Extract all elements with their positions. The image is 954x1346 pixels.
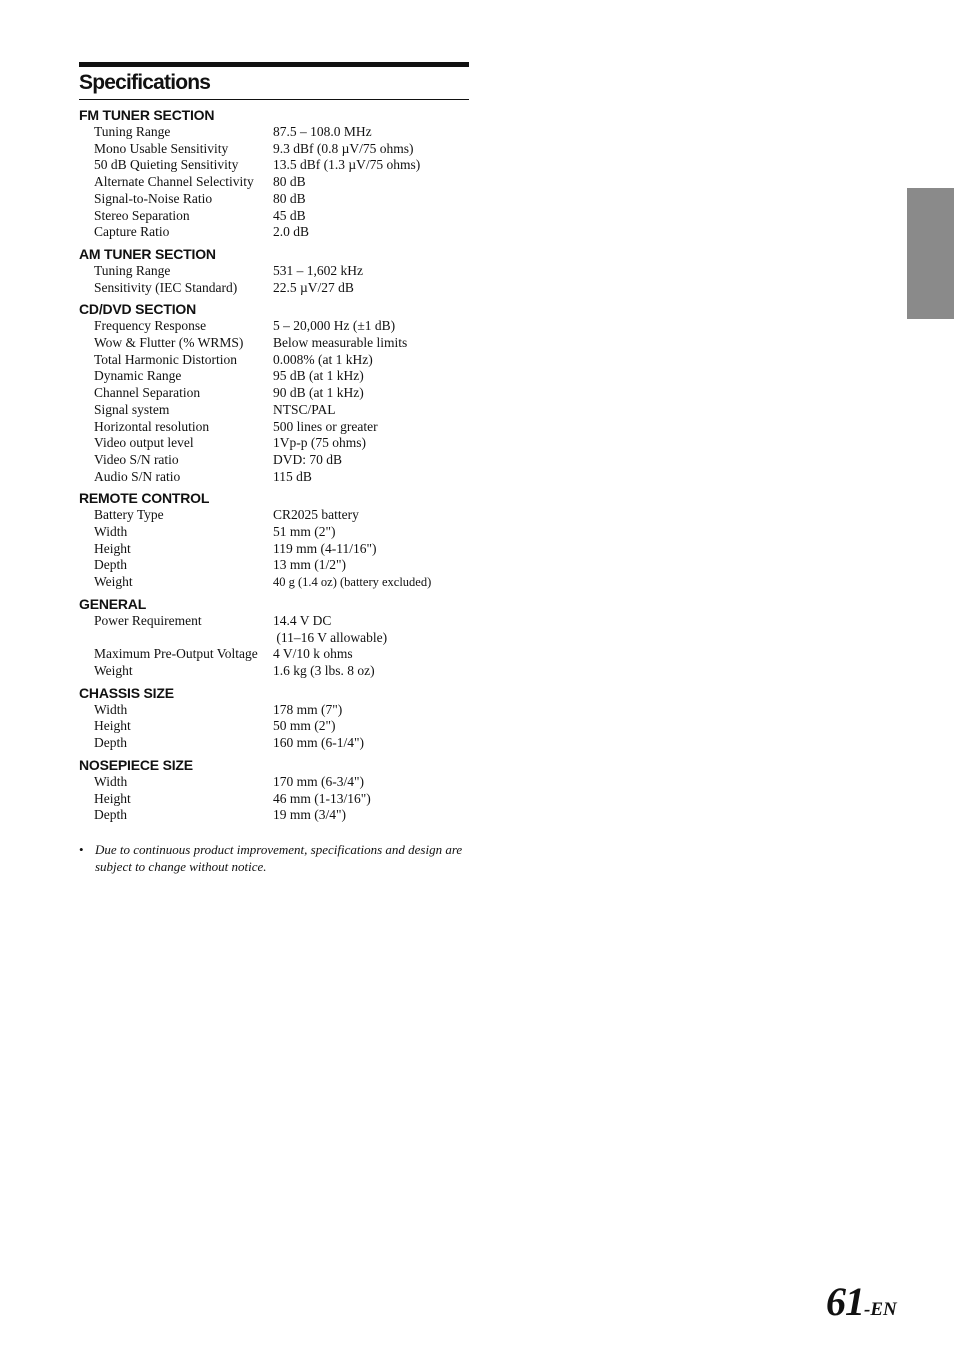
spec-label: Tuning Range (94, 124, 171, 139)
spec-value: (11–16 V allowable) (273, 629, 388, 645)
spec-label: Power Requirement (94, 612, 202, 628)
spec-row (79, 419, 469, 436)
spec-value: 1Vp-p (75 ohms) (273, 435, 366, 451)
spec-section (79, 595, 469, 680)
spec-value: 5 – 20,000 Hz (±1 dB) (273, 318, 396, 334)
section-title: CHASSIS SIZE (79, 684, 174, 701)
spec-value: 19 mm (3/4") (273, 807, 347, 823)
spec-row (79, 646, 469, 663)
spec-row (79, 157, 469, 174)
spec-value: 531 – 1,602 kHz (273, 262, 363, 278)
spec-label: Width (94, 701, 128, 717)
spec-section (79, 756, 469, 824)
section-title: REMOTE CONTROL (79, 490, 210, 507)
spec-row (79, 791, 469, 808)
section-title: GENERAL (79, 595, 147, 612)
spec-label: Height (94, 540, 131, 556)
spec-row (79, 435, 469, 452)
spec-row (79, 735, 469, 752)
spec-value: 50 mm (2") (273, 718, 336, 734)
spec-value: 95 dB (at 1 kHz) (273, 368, 364, 384)
spec-row (79, 574, 469, 591)
footnote-text: Due to continuous product improvement, specifications and design are subject to change without notice. (95, 841, 463, 875)
spec-value: DVD: 70 dB (273, 451, 343, 467)
spec-row (79, 507, 469, 524)
spec-row (79, 630, 469, 647)
spec-label: Width (94, 773, 128, 789)
spec-label: Battery Type (94, 507, 164, 523)
spec-label: Signal system (94, 401, 170, 417)
spec-value: 0.008% (at 1 kHz) (273, 351, 373, 367)
spec-value: CR2025 battery (273, 507, 359, 523)
specifications-column (79, 62, 469, 876)
spec-value: 115 dB (273, 468, 312, 484)
spec-row (79, 613, 469, 630)
spec-value: 45 dB (273, 207, 306, 223)
spec-row (79, 524, 469, 541)
spec-label: Weight (94, 574, 133, 590)
section-title: FM TUNER SECTION (79, 107, 215, 123)
spec-value: 51 mm (2") (273, 524, 336, 540)
section-title: AM TUNER SECTION (79, 245, 216, 262)
spec-label: Audio S/N ratio (94, 468, 181, 484)
spec-section (79, 684, 469, 752)
spec-value: 2.0 dB (273, 224, 310, 240)
spec-row (79, 541, 469, 558)
spec-label: Weight (94, 662, 133, 678)
spec-row (79, 469, 469, 486)
spec-value: 90 dB (at 1 kHz) (273, 385, 364, 401)
page-title: Specifications (79, 70, 469, 100)
spec-label: Depth (94, 735, 127, 751)
spec-value: 1.6 kg (3 lbs. 8 oz) (273, 662, 375, 678)
spec-section (79, 245, 469, 296)
spec-label: Depth (94, 557, 127, 573)
spec-label: Mono Usable Sensitivity (94, 140, 229, 156)
section-title: CD/DVD SECTION (79, 301, 196, 318)
spec-label: Alternate Channel Selectivity (94, 174, 254, 190)
spec-value: Below measurable limits (273, 335, 408, 351)
page-number-value: 61 (826, 1279, 864, 1324)
spec-row (79, 208, 469, 225)
page-number-suffix: -EN (864, 1299, 897, 1320)
spec-row (79, 263, 469, 280)
spec-label: Tuning Range (94, 262, 171, 278)
spec-row (79, 191, 469, 208)
spec-value: 80 dB (273, 190, 306, 206)
spec-value: 160 mm (6-1/4") (273, 735, 364, 751)
side-index-tab (907, 188, 954, 319)
spec-row (79, 368, 469, 385)
spec-label: Frequency Response (94, 318, 207, 334)
footnote (79, 841, 469, 876)
spec-value: 9.3 dBf (0.8 µV/75 ohms) (273, 140, 414, 156)
spec-section (79, 489, 469, 591)
spec-value: 4 V/10 k ohms (273, 646, 353, 662)
spec-label: Stereo Separation (94, 207, 190, 223)
spec-row (79, 124, 469, 141)
spec-label: Video output level (94, 435, 194, 451)
spec-value: 178 mm (7") (273, 701, 343, 717)
spec-label: Total Harmonic Distortion (94, 351, 238, 367)
spec-label: Maximum Pre-Output Voltage (94, 646, 258, 662)
spec-label: Horizontal resolution (94, 418, 210, 434)
page-number (826, 1278, 897, 1325)
spec-row (79, 280, 469, 297)
spec-value: 119 mm (4-11/16") (273, 540, 377, 556)
spec-section (79, 300, 469, 485)
spec-label: Wow & Flutter (% WRMS) (94, 335, 244, 351)
spec-label (79, 630, 273, 647)
spec-value: 40 g (1.4 oz) (battery excluded) (273, 575, 432, 590)
footnote-bullet: • (79, 841, 84, 857)
spec-label: Sensitivity (IEC Standard) (94, 279, 238, 295)
spec-row (79, 402, 469, 419)
spec-row (79, 807, 469, 824)
spec-row (79, 352, 469, 369)
spec-value: 500 lines or greater (273, 418, 378, 434)
spec-row (79, 318, 469, 335)
spec-value: 170 mm (6-3/4") (273, 773, 364, 789)
section-title: NOSEPIECE SIZE (79, 756, 193, 773)
spec-row (79, 663, 469, 680)
spec-row (79, 718, 469, 735)
spec-sections (79, 106, 469, 824)
spec-label: Channel Separation (94, 385, 201, 401)
spec-label: 50 dB Quieting Sensitivity (94, 157, 239, 173)
spec-row (79, 174, 469, 191)
spec-row (79, 452, 469, 469)
title-rule (79, 62, 469, 67)
spec-label: Width (94, 524, 128, 540)
spec-label: Depth (94, 807, 127, 823)
spec-row (79, 141, 469, 158)
spec-row (79, 557, 469, 574)
spec-row (79, 774, 469, 791)
spec-label: Height (94, 790, 131, 806)
spec-value: NTSC/PAL (273, 401, 336, 417)
spec-row (79, 224, 469, 241)
spec-label: Dynamic Range (94, 368, 182, 384)
spec-value: 87.5 – 108.0 MHz (273, 124, 372, 139)
spec-value: 13 mm (1/2") (273, 557, 347, 573)
spec-section (79, 106, 469, 241)
spec-label: Signal-to-Noise Ratio (94, 190, 213, 206)
spec-label: Capture Ratio (94, 224, 170, 240)
spec-label: Video S/N ratio (94, 451, 179, 467)
spec-value: 22.5 µV/27 dB (273, 279, 354, 295)
spec-row (79, 335, 469, 352)
spec-value: 13.5 dBf (1.3 µV/75 ohms) (273, 157, 421, 173)
spec-value: 14.4 V DC (273, 612, 332, 628)
spec-row (79, 702, 469, 719)
spec-value: 46 mm (1-13/16") (273, 790, 371, 806)
spec-row (79, 385, 469, 402)
spec-label: Height (94, 718, 131, 734)
spec-value: 80 dB (273, 174, 306, 190)
